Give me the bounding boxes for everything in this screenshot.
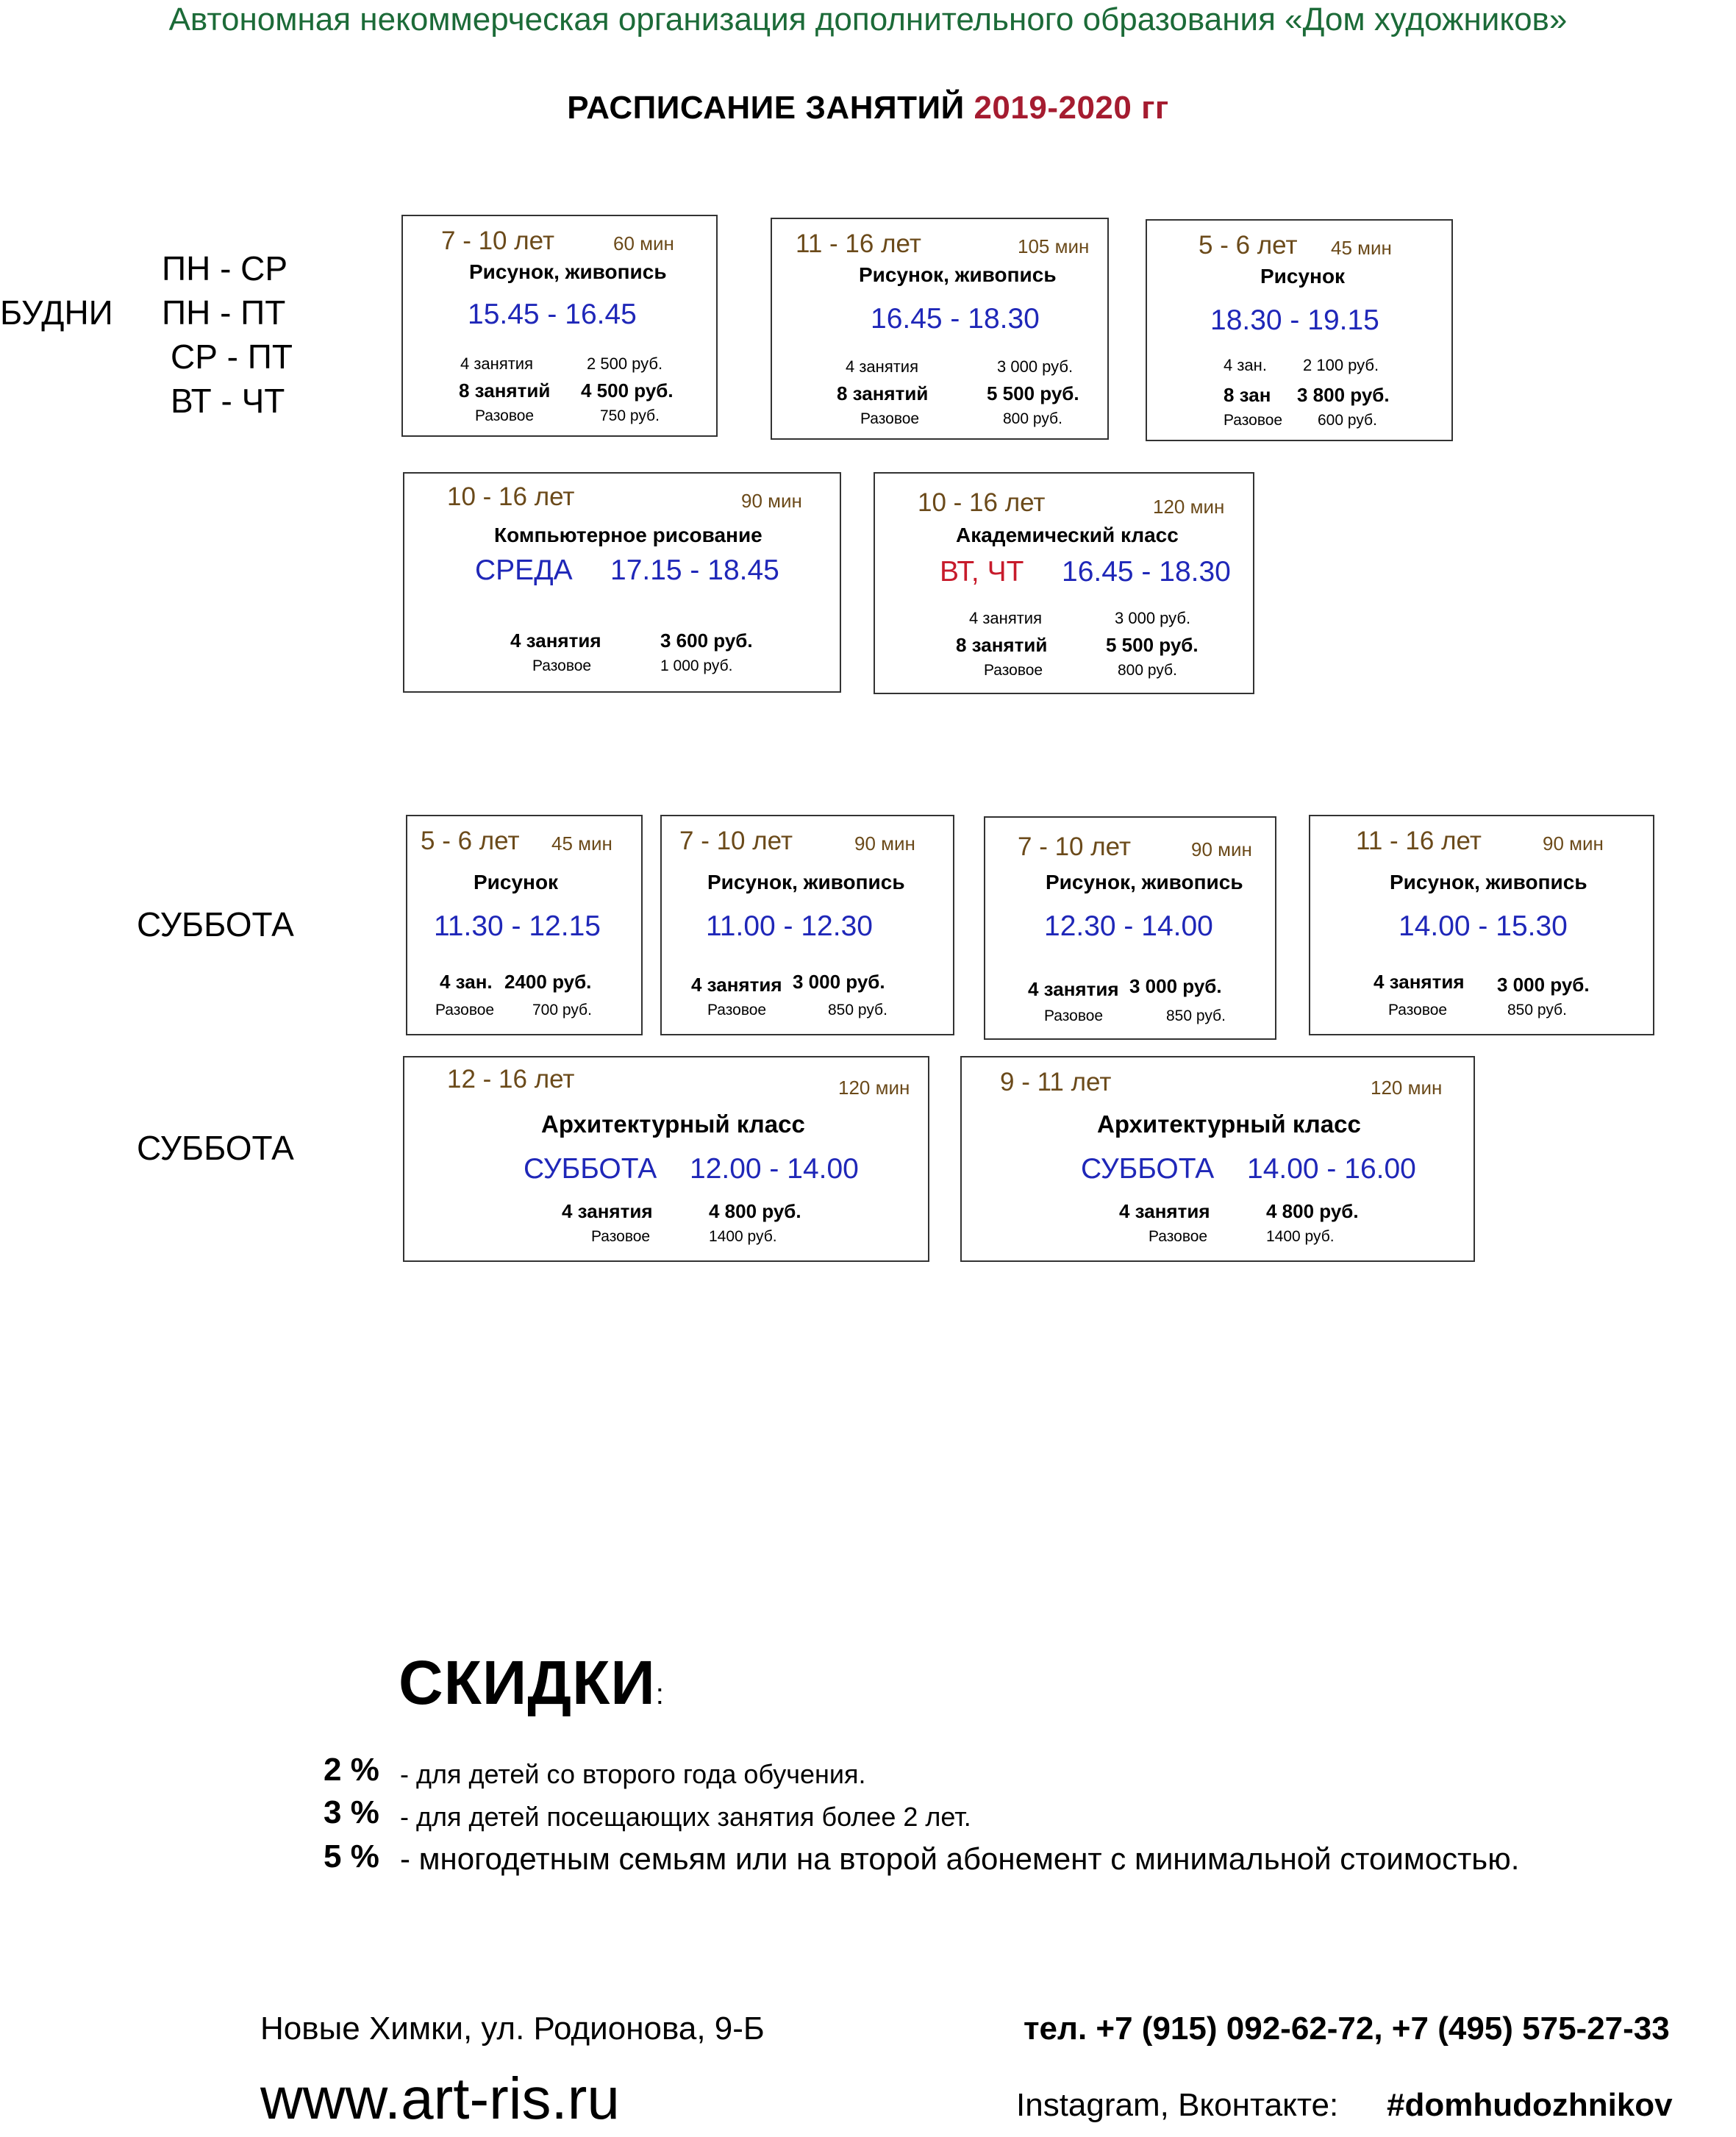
hashtag[interactable]: #domhudozhnikov [1387,2087,1673,2123]
discount-text: - многодетным семьям или на второй абонемент с минимальной стоимостью. [400,1841,1520,1876]
class-time: 11.00 - 12.30 [706,910,873,942]
package-price: 3 800 руб. [1297,384,1390,406]
package-price: 4 800 руб. [1266,1200,1359,1222]
saturday-label: СУББОТА [137,905,294,943]
package-label: 4 зан. [440,971,493,993]
age-range: 5 - 6 лет [421,827,520,855]
phone-numbers: тел. +7 (915) 092-62-72, +7 (495) 575-27-33 [1024,2011,1670,2047]
single-price: 800 руб. [1003,410,1062,427]
title-years: 2019-2020 гг [974,90,1169,126]
duration: 60 мин [613,232,674,254]
package-label: 4 занятия [460,354,534,373]
package-price: 2 100 руб. [1303,356,1379,374]
package-label: 4 занятия [691,974,782,996]
subject: Архитектурный класс [541,1110,805,1138]
package-label: 4 занятия [846,357,919,376]
single-price: 600 руб. [1318,412,1377,429]
class-day: СУББОТА [524,1153,657,1185]
single-label: Разовое [475,407,535,424]
single-label: Разовое [1149,1228,1208,1245]
weekday-range: ПН - СР [162,249,288,288]
package-price: 5 500 руб. [987,382,1079,404]
discount-percent: 5 % [324,1838,379,1874]
duration: 120 мин [1371,1077,1443,1099]
subject: Рисунок, живопись [707,871,905,893]
package-price: 5 500 руб. [1106,634,1199,656]
package-label: 4 занятия [969,609,1043,627]
class-card[interactable] [401,215,718,437]
discount-percent: 2 % [324,1752,379,1788]
single-price: 1400 руб. [1266,1228,1335,1245]
package-price: 4 800 руб. [709,1200,801,1222]
discounts-title [399,1647,665,1719]
package-label: 8 занятий [837,382,929,404]
class-time: 16.45 - 18.30 [1062,556,1231,588]
duration: 120 мин [1153,496,1225,518]
age-range: 7 - 10 лет [441,226,554,255]
single-label: Разовое [860,410,920,427]
package-price: 3 600 руб. [660,629,753,652]
age-range: 7 - 10 лет [679,827,793,855]
subject: Рисунок [1260,265,1346,288]
single-label: Разовое [984,662,1043,679]
package-price: 3 000 руб. [793,971,885,993]
discounts-title-text: СКИДКИ [399,1648,656,1717]
class-card[interactable] [960,1056,1475,1262]
package-label: 8 занятий [459,379,551,402]
weekday-label: БУДНИ [0,293,113,332]
class-day: ВТ, ЧТ [940,556,1024,588]
package-label: 4 занятия [1374,971,1465,993]
single-label: Разовое [532,657,592,674]
subject: Рисунок, живопись [1046,871,1243,893]
subject: Рисунок, живопись [859,263,1057,286]
single-label: Разовое [1224,412,1283,429]
single-price: 850 руб. [828,1002,887,1018]
discount-percent: 3 % [324,1794,379,1830]
subject: Академический класс [956,524,1179,546]
single-label: Разовое [707,1002,767,1018]
weekday-range: ПН - ПТ [162,293,286,332]
package-price: 3 000 руб. [1115,609,1191,627]
class-time: 14.00 - 15.30 [1399,910,1568,942]
discount-text: - для детей со второго года обучения. [400,1759,866,1789]
package-label: 4 занятия [510,629,601,652]
organization-name: Автономная некоммерческая организация дополнительного образования «Дом художников» [168,1,1568,38]
class-card[interactable] [1146,219,1453,441]
duration: 105 мин [1018,235,1090,257]
website-link[interactable]: www.art-ris.ru [260,2066,620,2131]
duration: 90 мин [741,490,802,512]
class-time: 12.30 - 14.00 [1044,910,1213,942]
duration: 90 мин [1191,838,1252,860]
class-time: 16.45 - 18.30 [871,303,1040,335]
subject: Рисунок [474,871,559,893]
class-card[interactable] [1309,815,1654,1035]
package-label: 4 зан. [1224,356,1267,374]
single-label: Разовое [1388,1002,1448,1018]
address: Новые Химки, ул. Родионова, 9-Б [260,2011,765,2047]
class-card[interactable] [406,815,643,1035]
age-range: 10 - 16 лет [918,488,1046,517]
social-label: Instagram, Вконтакте: [1016,2087,1339,2123]
class-card[interactable] [660,815,954,1035]
class-card[interactable] [403,1056,929,1262]
package-price: 3 000 руб. [1497,974,1590,996]
single-price: 1 000 руб. [660,657,733,674]
discount-text: - для детей посещающих занятия более 2 лет. [400,1802,971,1832]
saturday-label: СУББОТА [137,1129,294,1167]
age-range: 11 - 16 лет [796,229,921,258]
class-day: СУББОТА [1081,1153,1215,1185]
class-card[interactable] [403,472,841,693]
weekday-range: ВТ - ЧТ [171,382,285,420]
package-price: 2400 руб. [504,971,592,993]
package-price: 3 000 руб. [1129,975,1222,997]
age-range: 12 - 16 лет [447,1065,575,1094]
package-price: 2 500 руб. [587,354,663,373]
weekday-range: СР - ПТ [171,338,293,376]
title-prefix: РАСПИСАНИЕ ЗАНЯТИЙ [567,90,974,126]
subject: Рисунок, живопись [469,260,667,283]
package-label: 4 занятия [562,1200,653,1222]
age-range: 10 - 16 лет [447,482,575,511]
class-time: 17.15 - 18.45 [610,554,779,586]
class-time: 15.45 - 16.45 [468,299,637,330]
duration: 120 мин [838,1077,910,1099]
subject: Рисунок, живопись [1390,871,1587,893]
single-price: 1400 руб. [709,1228,777,1245]
age-range: 11 - 16 лет [1356,827,1482,855]
single-price: 850 руб. [1166,1007,1226,1024]
single-price: 750 руб. [600,407,660,424]
subject: Компьютерное рисование [494,524,762,546]
age-range: 7 - 10 лет [1018,832,1131,861]
single-price: 850 руб. [1507,1002,1567,1018]
single-label: Разовое [1044,1007,1104,1024]
single-price: 700 руб. [532,1002,592,1018]
discounts-colon: : [655,1678,665,1710]
class-time: 11.30 - 12.15 [434,910,601,942]
class-time: 14.00 - 16.00 [1247,1153,1416,1185]
subject: Архитектурный класс [1097,1110,1361,1138]
package-price: 4 500 руб. [581,379,674,402]
single-label: Разовое [435,1002,495,1018]
duration: 90 мин [1543,832,1604,855]
class-time: 12.00 - 14.00 [690,1153,859,1185]
class-card[interactable] [984,816,1276,1040]
package-label: 4 занятия [1119,1200,1210,1222]
page-title [0,90,1736,126]
class-time: 18.30 - 19.15 [1210,304,1379,336]
age-range: 5 - 6 лет [1199,231,1298,260]
duration: 90 мин [854,832,915,855]
class-card[interactable] [771,218,1109,440]
package-label: 8 занятий [956,634,1048,656]
package-price: 3 000 руб. [997,357,1074,376]
package-label: 4 занятия [1028,978,1119,1000]
single-price: 800 руб. [1118,662,1177,679]
class-day: СРЕДА [475,554,573,586]
duration: 45 мин [551,832,612,855]
duration: 45 мин [1331,237,1392,259]
class-card[interactable] [874,472,1254,694]
package-label: 8 зан [1224,384,1271,406]
age-range: 9 - 11 лет [1000,1068,1112,1096]
single-label: Разовое [591,1228,651,1245]
